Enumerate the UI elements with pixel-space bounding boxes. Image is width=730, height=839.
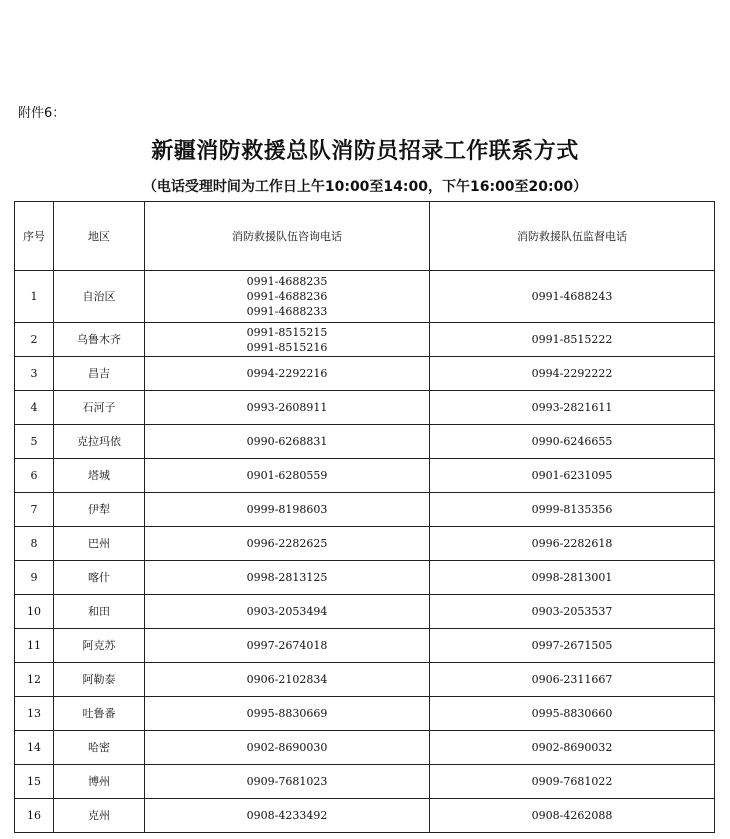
region-name: 自治区 (54, 271, 145, 323)
consult-phone: 0906-2102834 (246, 673, 328, 686)
supervise-phone: 0906-2311667 (430, 663, 715, 697)
consult-phone: 0991-4688233 (246, 305, 328, 318)
supervise-phone: 0994-2292222 (430, 357, 715, 391)
region-name: 阿克苏 (54, 629, 145, 663)
row-number: 2 (15, 323, 54, 357)
supervise-phone: 0903-2053537 (430, 595, 715, 629)
consult-phone: 0902-8690030 (246, 741, 328, 754)
row-number: 12 (15, 663, 54, 697)
region-name: 博州 (54, 765, 145, 799)
consult-phone: 0997-2674018 (246, 639, 328, 652)
consult-phone: 0909-7681023 (246, 775, 328, 788)
region-name: 塔城 (54, 459, 145, 493)
consult-phone-cell (145, 765, 430, 799)
table-row (15, 697, 715, 731)
header-region: 地区 (54, 202, 145, 271)
header-supervise-phone: 消防救援队伍监督电话 (430, 202, 715, 271)
row-number: 16 (15, 799, 54, 833)
row-number: 5 (15, 425, 54, 459)
supervise-phone: 0991-8515222 (430, 323, 715, 357)
consult-phone: 0996-2282625 (246, 537, 328, 550)
table-row (15, 561, 715, 595)
row-number: 7 (15, 493, 54, 527)
consult-phone-cell (145, 323, 430, 357)
page-subtitle: （电话受理时间为工作日上午10:00至14:00，下午16:00至20:00） (142, 179, 588, 195)
row-number: 3 (15, 357, 54, 391)
consult-phone: 0991-8515216 (246, 340, 328, 354)
consult-phone: 0995-8830669 (246, 707, 328, 720)
attachment-label: 附件6： (18, 106, 66, 121)
table-row (15, 357, 715, 391)
consult-phone-cell (145, 663, 430, 697)
consult-phone-cell (145, 271, 430, 323)
consult-phone: 0990-6268831 (246, 435, 328, 448)
consult-phone: 0991-4688235 (246, 275, 328, 288)
table-row (15, 731, 715, 765)
supervise-phone: 0990-6246655 (430, 425, 715, 459)
consult-phone: 0999-8198603 (246, 503, 328, 516)
supervise-phone: 0993-2821611 (430, 391, 715, 425)
consult-phone-cell (145, 629, 430, 663)
supervise-phone: 0996-2282618 (430, 527, 715, 561)
consult-phone-cell (145, 799, 430, 833)
table-row (15, 391, 715, 425)
supervise-phone: 0902-8690032 (430, 731, 715, 765)
contact-table (14, 201, 715, 833)
page-title: 新疆消防救援总队消防员招录工作联系方式 (151, 139, 579, 164)
header-no: 序号 (15, 202, 54, 271)
table-body (15, 271, 715, 833)
region-name: 阿勒泰 (54, 663, 145, 697)
region-name: 昌吉 (54, 357, 145, 391)
row-number: 15 (15, 765, 54, 799)
supervise-phone: 0991-4688243 (430, 271, 715, 323)
consult-phone-cell (145, 357, 430, 391)
consult-phone-cell (145, 527, 430, 561)
consult-phone-cell (145, 493, 430, 527)
supervise-phone: 0998-2813001 (430, 561, 715, 595)
consult-phone-cell (145, 459, 430, 493)
table-row (15, 459, 715, 493)
row-number: 14 (15, 731, 54, 765)
table-row (15, 799, 715, 833)
table-row (15, 493, 715, 527)
supervise-phone: 0909-7681022 (430, 765, 715, 799)
consult-phone-cell (145, 595, 430, 629)
region-name: 克州 (54, 799, 145, 833)
consult-phone-cell (145, 425, 430, 459)
consult-phone: 0908-4233492 (246, 809, 328, 822)
consult-phone-cell (145, 697, 430, 731)
supervise-phone: 0999-8135356 (430, 493, 715, 527)
consult-phone: 0901-6280559 (246, 469, 328, 482)
consult-phone: 0903-2053494 (246, 605, 328, 618)
table-row (15, 663, 715, 697)
region-name: 哈密 (54, 731, 145, 765)
region-name: 和田 (54, 595, 145, 629)
consult-phone: 0993-2608911 (246, 401, 328, 414)
region-name: 巴州 (54, 527, 145, 561)
table-row (15, 527, 715, 561)
table-row (15, 271, 715, 323)
table-row (15, 765, 715, 799)
consult-phone: 0991-8515215 (246, 325, 328, 339)
table-row (15, 595, 715, 629)
row-number: 6 (15, 459, 54, 493)
supervise-phone: 0908-4262088 (430, 799, 715, 833)
supervise-phone: 0997-2671505 (430, 629, 715, 663)
table-header-row (15, 202, 715, 271)
header-consult-phone: 消防救援队伍咨询电话 (145, 202, 430, 271)
consult-phone-cell (145, 561, 430, 595)
table-row (15, 629, 715, 663)
region-name: 喀什 (54, 561, 145, 595)
consult-phone: 0991-4688236 (246, 290, 328, 303)
consult-phone-cell (145, 391, 430, 425)
consult-phone: 0994-2292216 (246, 367, 328, 380)
consult-phone-cell (145, 731, 430, 765)
row-number: 1 (15, 271, 54, 323)
row-number: 11 (15, 629, 54, 663)
region-name: 克拉玛依 (54, 425, 145, 459)
supervise-phone: 0901-6231095 (430, 459, 715, 493)
row-number: 8 (15, 527, 54, 561)
consult-phone: 0998-2813125 (246, 571, 328, 584)
region-name: 石河子 (54, 391, 145, 425)
region-name: 伊犁 (54, 493, 145, 527)
supervise-phone: 0995-8830660 (430, 697, 715, 731)
row-number: 4 (15, 391, 54, 425)
row-number: 9 (15, 561, 54, 595)
row-number: 13 (15, 697, 54, 731)
table-row (15, 323, 715, 357)
table-row (15, 425, 715, 459)
region-name: 吐鲁番 (54, 697, 145, 731)
region-name: 乌鲁木齐 (54, 323, 145, 357)
row-number: 10 (15, 595, 54, 629)
